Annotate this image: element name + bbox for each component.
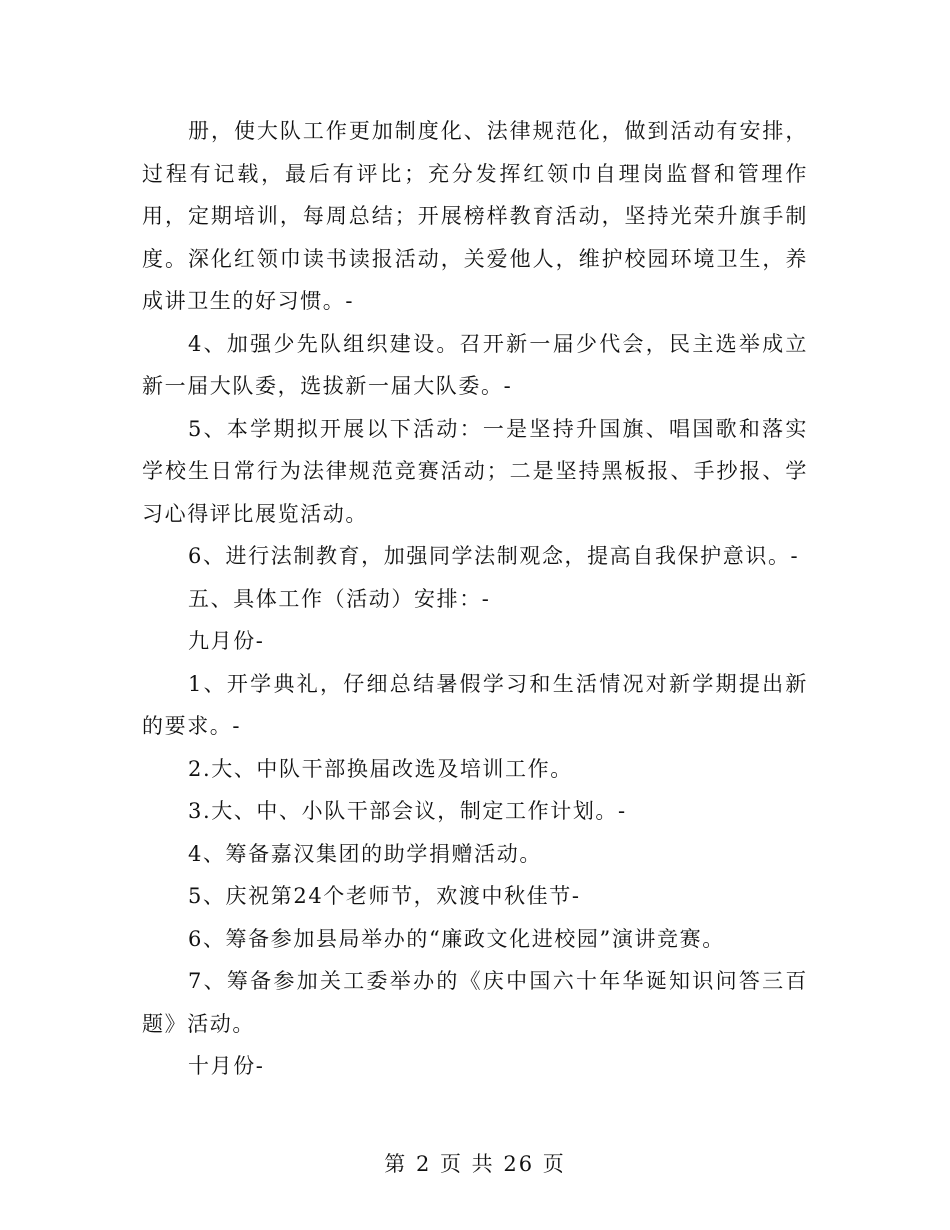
september-item-6: 6、筹备参加县局举办的“廉政文化进校园”演讲竞赛。 [188, 926, 725, 951]
september-item-2: 2.大、中队干部换届改选及培训工作。 [188, 756, 573, 781]
month-heading-october: 十月份- [188, 1054, 265, 1078]
paragraph-continuation: 册，使大队工作更加制度化、法律规范化，做到活动有安排，过程有记载，最后有评比；充分发挥红领巾自理岗监督和管理作用，定期培训，每周总结；开展榜样教育活动，坚持光荣升旗手制度。深化红领巾读书读报活动，关爱他人，维护校园环境卫生，养成讲卫生的好习惯。- [142, 119, 808, 313]
september-item-3: 3.大、中、小队干部会议，制定工作计划。- [188, 799, 627, 823]
section-heading-schedule: 五、具体工作（活动）安排：- [188, 586, 491, 611]
september-item-1: 1、开学典礼，仔细总结暑假学习和生活情况对新学期提出新的要求。- [142, 671, 808, 738]
september-item-7: 7、筹备参加关工委举办的《庆中国六十年华诞知识问答三百题》活动。 [142, 969, 808, 1036]
paragraph-item-4: 4、加强少先队组织建设。召开新一届少代会，民主选举成立新一届大队委，选拔新一届大队委。- [142, 331, 808, 398]
page-number-footer: 第 2 页 共 26 页 [384, 1152, 566, 1176]
document-body [142, 110, 808, 1088]
september-item-4: 4、筹备嘉汉集团的助学捐赠活动。 [188, 841, 542, 866]
paragraph-item-6: 6、进行法制教育，加强同学法制观念，提高自我保护意识。- [188, 544, 800, 568]
month-heading-september: 九月份- [188, 629, 265, 653]
september-item-5: 5、庆祝第24个老师节，欢渡中秋佳节- [188, 884, 581, 908]
paragraph-item-5: 5、本学期拟开展以下活动：一是坚持升国旗、唱国歌和落实学校生日常行为法律规范竞赛活动；二是坚持黑板报、手抄报、学习心得评比展览活动。 [142, 416, 808, 526]
